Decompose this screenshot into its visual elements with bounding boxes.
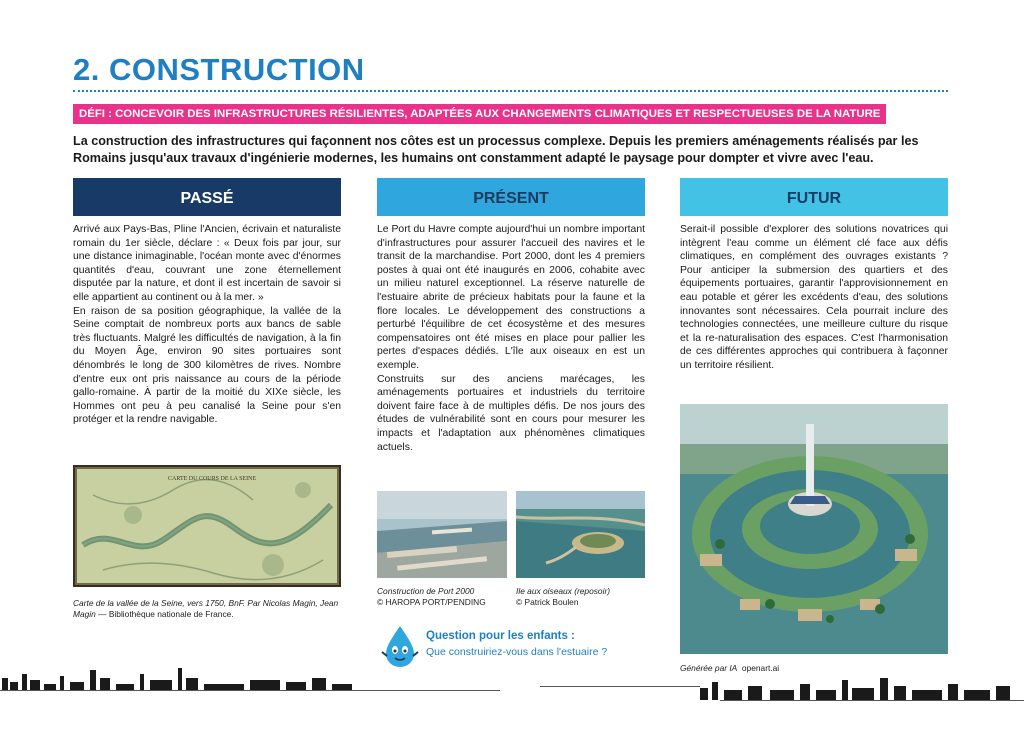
futur-caption-source: openart.ai: [741, 663, 780, 673]
port-2000-caption-credit: © HAROPA PORT/PENDING: [377, 597, 486, 607]
passe-paragraph-2: En raison de sa position géographique, la vallée de la Seine comptait de nombreux ports aux bancs de sable très fluctuants. Malgré les difficultés de navigation, à la fin du Moyen Âge, environ 90 sites portuaires sont dénombrés le long de 300 kilomètres de rives. Nombre d'entre eux ont pris naissance au cours de la période gallo-romaine. À partir de la moitié du XIXe siècle, les Hommes ont peu à peu canalisé la Seine pour s'en protéger et la rendre navigable.: [73, 305, 341, 426]
seine-map-caption-source: — Bibliothèque nationale de France.: [95, 609, 234, 619]
intro-paragraph: La construction des infrastructures qui façonnent nos côtes est un processus complexe. Depuis les premiers aménagements réalisés par les Romains jusqu'aux travaux d'ingénierie modernes, les humains ont constamment adapté le paysage pour dompter et vivre avec l'eau.: [73, 134, 919, 165]
ile-aux-oiseaux-caption: [516, 586, 651, 608]
ile-aux-oiseaux-caption-credit: © Patrick Boulen: [516, 597, 579, 607]
passe-text: [73, 223, 341, 427]
passe-heading: PASSÉ: [73, 178, 341, 216]
map-title-text: CARTE DU COURS DE LA SEINE: [168, 476, 257, 482]
futur-text: [680, 223, 948, 373]
futur-heading: FUTUR: [680, 178, 948, 216]
ile-aux-oiseaux-caption-title: Ile aux oiseaux (reposoir): [516, 586, 611, 596]
seine-map-illustration: [73, 465, 341, 587]
present-paragraph-2: Construits sur des anciens marécages, les aménagements portuaires et industriels du territoire doivent faire face à de multiples défis. De nos jours des études de vulnérabilité sont en cours pour mesurer les impacts et l'adaptation aux phénomènes climatiques actuels.: [377, 373, 645, 453]
challenge-banner: DÉFI : CONCEVOIR DES INFRASTRUCTURES RÉSILIENTES, ADAPTÉES AUX CHANGEMENTS CLIMATIQUES ET RESPECTUEUSES DE LA NATURE: [73, 104, 886, 124]
futur-caption-italic: Générée par IA: [680, 663, 738, 673]
port-2000-illustration: [377, 491, 507, 578]
port-2000-caption: [377, 586, 512, 608]
seine-map-caption: [73, 598, 343, 620]
futur-city-illustration: [680, 404, 948, 654]
seine-map-caption-italic: Carte de la vallée de la Seine, vers 1750, BnF. Par Nicolas Magin, Jean Magin: [73, 598, 339, 619]
present-text: [377, 223, 645, 454]
kids-question-text: Que construiriez-vous dans l'estuaire ?: [426, 646, 608, 658]
port-2000-photo: [377, 491, 507, 578]
present-paragraph-1: Le Port du Havre compte aujourd'hui un nombre important d'infrastructures pour assurer l'accueil des navires et le transit de la marchandise. Port 2000, dont les 4 premiers postes à quai ont été inaugurés en 2006, cohabite avec un milieu naturel exceptionnel. La réserve naturelle de l'estuaire abrite de précieux habitats pour la faune et la flore locales. Le développement des constructions a perturbé l'équilibre de cet écosystème et des mesures compensatoires ont été mises en place pour pallier les pertes d'espaces dédiés. L'île aux oiseaux en est un exemple.: [377, 224, 645, 371]
passe-paragraph-1: Arrivé aux Pays-Bas, Pline l'Ancien, écrivain et naturaliste romain du 1er siècle, déclare : « Deux fois par jour, sur une distance inimaginable, l'océan monte avec d'énormes quantités d'eau, couvrant une zone éternellement disputée par la nature, et dont il est incertain de savoir si elle appartient au continent ou à la mer. »: [73, 224, 341, 303]
skyline-decoration: [0, 660, 1024, 729]
futur-ai-city-image: [680, 404, 948, 654]
ile-aux-oiseaux-photo: [516, 491, 645, 578]
kids-question-label: Question pour les enfants :: [426, 630, 575, 642]
ile-aux-oiseaux-illustration: [516, 491, 645, 578]
seine-map-image: [73, 465, 341, 587]
futur-paragraph-1: Serait-il possible d'explorer des solutions novatrices qui intègrent l'eau comme un élément clé face aux défis climatiques, en complément des ouvrages existants ? Pour anticiper la submersion des quartiers et des équipements portuaires, garantir l'approvisionnement en eau potable et gérer les excédents d'eau, des solutions innovantes sont nécessaires. Cela pourrait inclure des technologies connectées, une meilleure culture du risque et la re-naturalisation des espaces. C'est l'harmonisation de ces différentes approches qui contribuera à façonner un territoire résilient.: [680, 224, 948, 371]
page-title: 2. CONSTRUCTION: [73, 52, 365, 87]
present-heading: PRÉSENT: [377, 178, 645, 216]
port-2000-caption-title: Construction de Port 2000: [377, 586, 475, 596]
title-divider: [73, 90, 948, 92]
